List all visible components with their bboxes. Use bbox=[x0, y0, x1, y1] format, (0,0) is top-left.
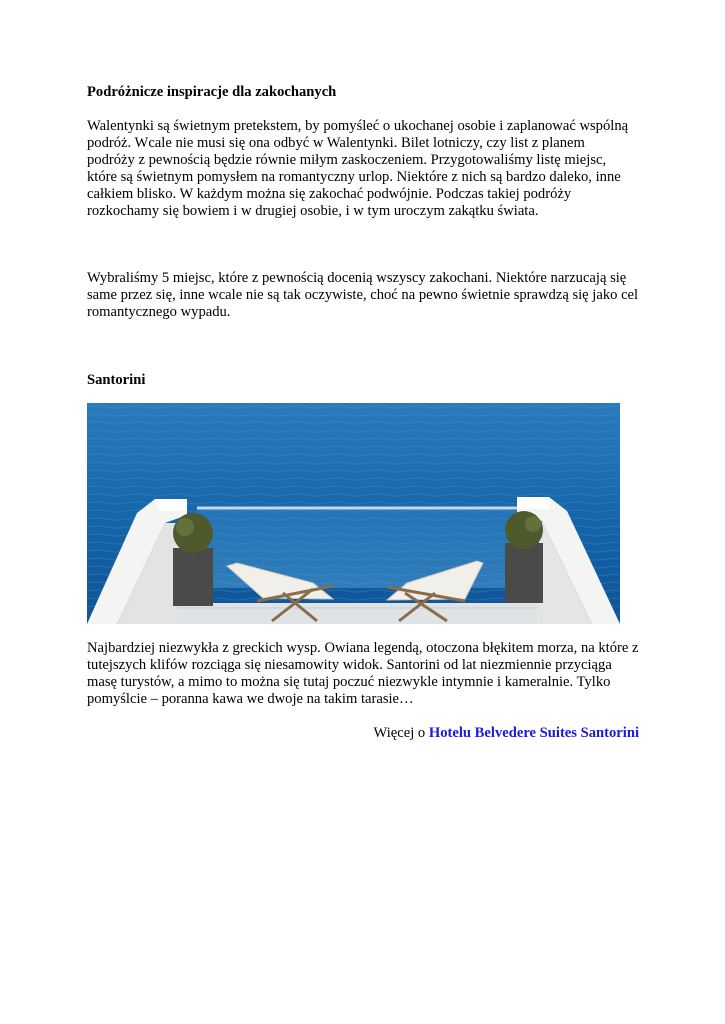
intro-line: całkiem blisko. W każdym można się zakochać podwójnie. Podczas takiej podróży bbox=[87, 186, 572, 202]
santorini-terrace-photo bbox=[87, 403, 620, 624]
selection-line: Wybraliśmy 5 miejsc, które z pewnością docenią wszyscy zakochani. Niektóre narzucają się bbox=[87, 270, 627, 286]
santorini-line: masę turystów, a mimo to można się tutaj poczuć niezwykle intymnie i kameralnie. Tylko bbox=[87, 674, 611, 690]
intro-line: podróży z pewnością będzie równie miłym zaskoczeniem. Przygotowaliśmy listę miejsc, bbox=[87, 152, 607, 168]
hotel-link[interactable]: Hotelu Belvedere Suites Santorini bbox=[428, 725, 639, 741]
right-planter bbox=[505, 543, 543, 603]
selection-line: romantycznego wypadu. bbox=[87, 304, 231, 320]
intro-line: które są świetnym pomysłem na romantyczny urlop. Niektóre z nich są bardzo daleko, inne bbox=[87, 169, 621, 185]
santorini-heading: Santorini bbox=[87, 372, 146, 388]
intro-line: rozkochamy się bowiem i w drugiej osobie, i w tym uroczym zakątku świata. bbox=[87, 203, 539, 219]
left-planter bbox=[173, 548, 213, 606]
santorini-line: Najbardziej niezwykła z greckich wysp. Owiana legendą, otoczona błękitem morza, na które z bbox=[87, 640, 639, 656]
right-wall-top bbox=[517, 497, 549, 509]
santorini-description bbox=[87, 640, 639, 708]
terrace-floor bbox=[177, 603, 537, 624]
spacer bbox=[87, 321, 639, 372]
santorini-line: tutejszych klifów rozciąga się niesamowity widok. Santorini od lat niezmiennie przyciąga bbox=[87, 657, 612, 673]
selection-paragraph bbox=[87, 270, 639, 321]
document-page bbox=[87, 84, 639, 757]
intro-line: Walentynki są świetnym pretekstem, by pomyśleć o ukochanej osobie i zaplanować wspólną bbox=[87, 118, 629, 134]
left-wall-top bbox=[155, 499, 187, 511]
santorini-line: pomyślcie – poranna kawa we dwoje na takim tarasie… bbox=[87, 691, 414, 707]
more-info bbox=[87, 725, 639, 742]
spacer bbox=[87, 220, 639, 270]
intro-paragraph bbox=[87, 118, 639, 220]
more-prefix: Więcej o bbox=[373, 725, 429, 741]
selection-line: same przez się, inne wcale nie są tak oczywiste, choć na pewno świetnie sprawdzą się jako cel bbox=[87, 287, 639, 303]
article-title: Podróżnicze inspiracje dla zakochanych bbox=[87, 84, 337, 100]
intro-line: podróż. Wcale nie musi się ona odbyć w Walentynki. Bilet lotniczy, czy list z planem bbox=[87, 135, 585, 151]
